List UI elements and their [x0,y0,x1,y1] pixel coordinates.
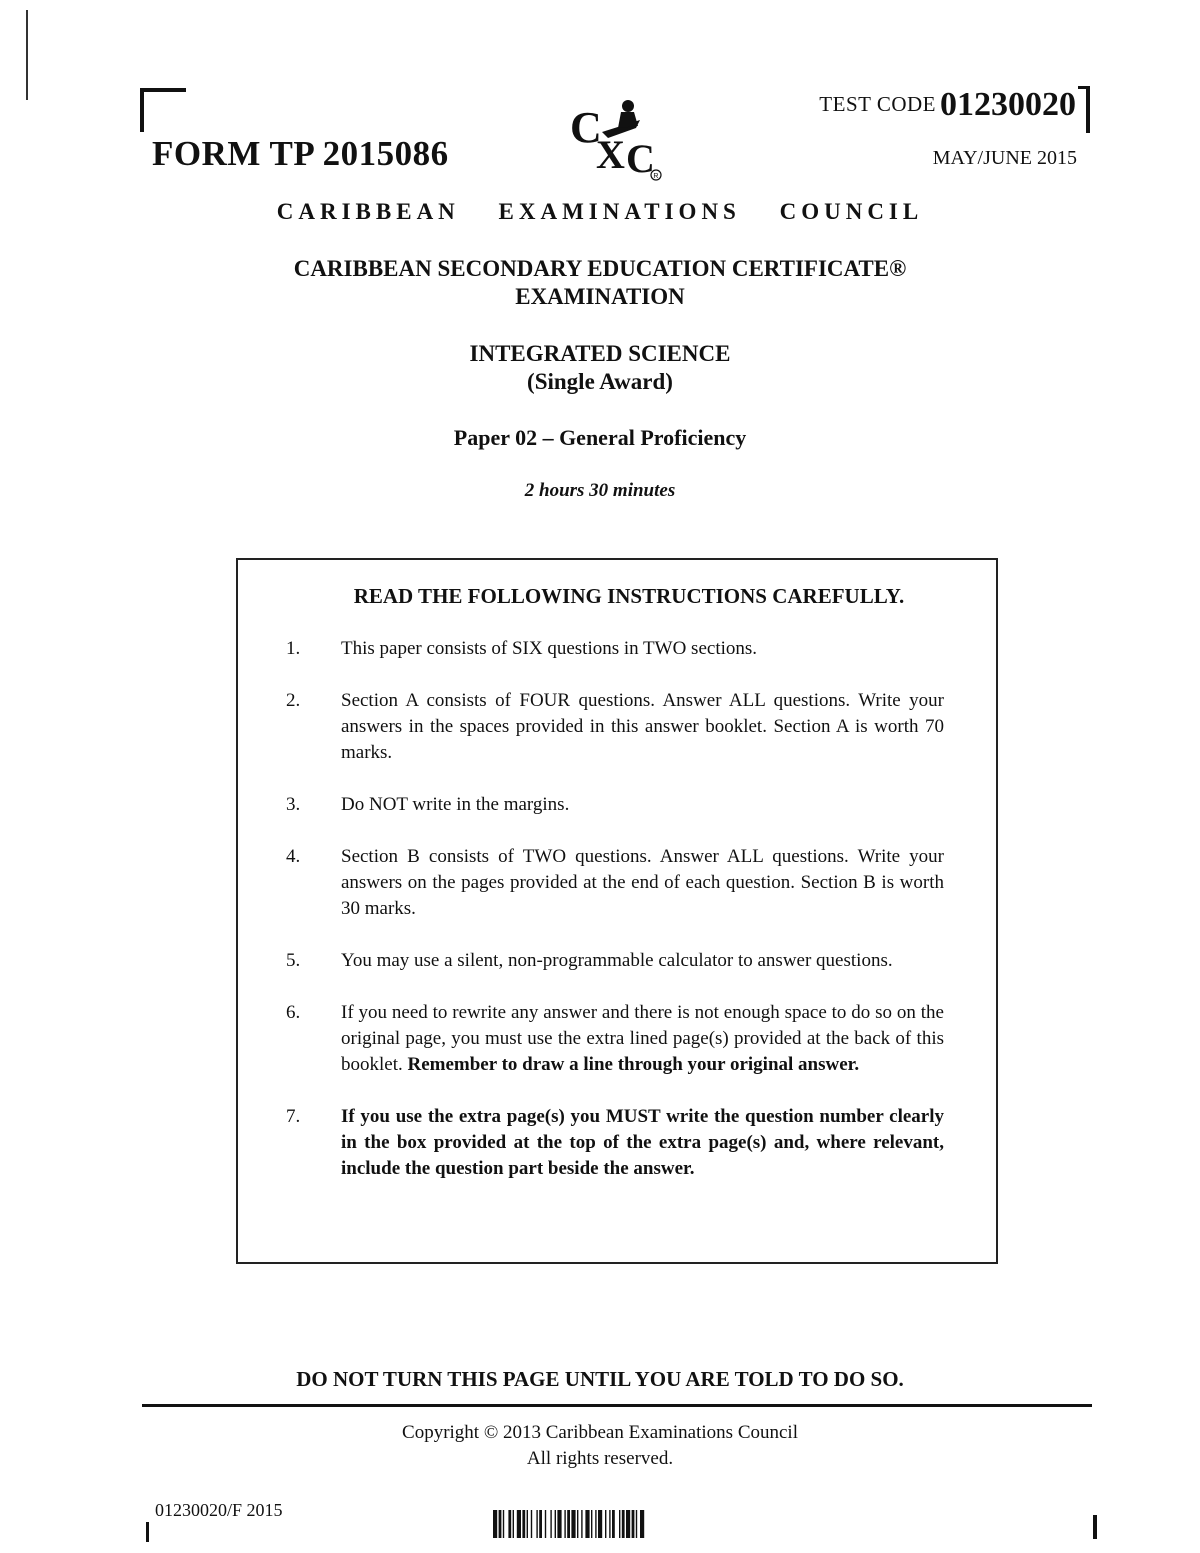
instruction-text: This paper consists of SIX questions in TWO sections. [341,638,758,659]
barcode-bar [564,1510,565,1538]
subject-name: INTEGRATED SCIENCE [469,341,731,366]
svg-text:C: C [626,136,655,181]
instruction-item [286,636,944,662]
barcode-bar [640,1510,644,1538]
right-tick-mark [1093,1515,1097,1539]
council-name: CARIBBEAN EXAMINATIONS COUNCIL [276,199,924,224]
instruction-item [286,688,944,766]
barcode-bar [598,1510,602,1538]
barcode-bar [595,1510,596,1538]
instruction-number: 6. [286,1002,301,1023]
exam-title [0,255,1200,311]
barcode-bar [539,1510,542,1538]
barcode-bar [622,1510,625,1538]
barcode-bar [550,1510,551,1538]
subject [0,340,1200,396]
cxc-logo-icon [566,98,666,182]
instructions-heading: READ THE FOLLOWING INSTRUCTIONS CAREFULLY. [353,584,905,608]
barcode-bar [605,1510,606,1538]
instruction-item [286,948,944,974]
instruction-item [286,844,944,922]
scan-edge-line [26,10,28,100]
svg-text:X: X [596,132,625,177]
paper-title: Paper 02 – General Proficiency [453,425,747,450]
instruction-item [286,792,944,818]
barcode-bar [499,1510,502,1538]
test-code-label: TEST CODE [819,92,936,116]
barcode-bar [619,1510,620,1538]
barcode-bar [609,1510,610,1538]
barcode-bar [531,1510,532,1538]
instruction-emphasis: If you use the extra page(s) you MUST write the question number clearly in the box provided at the top of the extra page(s) and, where relevant, include the question part beside the answer. [341,1106,944,1179]
exam-session: MAY/JUNE 2015 [932,147,1077,169]
barcode-bar [545,1510,546,1538]
instructions-list [286,636,944,1208]
instruction-number: 4. [286,846,301,867]
barcode-bar [626,1510,630,1538]
instruction-number: 3. [286,794,301,815]
instruction-number: 7. [286,1106,301,1127]
barcode-bar [555,1510,556,1538]
instruction-text: If you need to rewrite any answer and there is not enough space to do so on the original page, you must use the extra lined page(s) provided at the back of this booklet. Remember to draw a line through your original answer. [341,1002,944,1075]
instruction-text: Do NOT write in the margins. [341,794,570,815]
duration: 2 hours 30 minutes [524,480,676,501]
instruction-item [286,1000,944,1078]
barcode-bar [527,1510,528,1538]
instruction-number: 5. [286,950,301,971]
exam-title-line-1: CARIBBEAN SECONDARY EDUCATION CERTIFICATE® [293,256,907,281]
instruction-text: Section A consists of FOUR questions. Answer ALL questions. Write your answers in the spaces provided in this answer booklet. Section A is worth 70 marks. [341,690,944,763]
form-code: FORM TP 2015086 [152,134,449,173]
barcode-bar [571,1510,575,1538]
barcode-bar [508,1510,511,1538]
instruction-text: You may use a silent, non-programmable calculator to answer questions. [341,950,893,971]
copyright-line-1: Copyright © 2013 Caribbean Examinations Council [402,1422,798,1443]
barcode-bar [513,1510,514,1538]
exam-title-line-2: EXAMINATION [515,284,685,309]
barcode-bar [581,1510,582,1538]
corner-mark-top-left [140,88,186,132]
barcode-bar [577,1510,578,1538]
instruction-text: Section B consists of TWO questions. Answer ALL questions. Write your answers on the pages provided at the end of each question. Section B is worth 30 marks. [341,846,944,919]
divider-rule [142,1404,1092,1407]
barcode-bar [536,1510,537,1538]
test-code: 01230020 [940,86,1076,123]
barcode-bar [522,1510,525,1538]
barcode-bar [585,1510,589,1538]
footer-paper-code: 01230020/F 2015 [155,1500,283,1520]
do-not-turn-notice: DO NOT TURN THIS PAGE UNTIL YOU ARE TOLD TO DO SO. [296,1367,904,1391]
barcode-bar [557,1510,561,1538]
test-code-block [819,86,1078,124]
instruction-item [286,1104,944,1182]
svg-text:C: C [570,103,602,152]
footer-tick-mark [146,1522,149,1542]
barcode-bar [517,1510,521,1538]
instruction-number: 2. [286,690,301,711]
barcode-bar [591,1510,592,1538]
instruction-number: 1. [286,638,301,659]
corner-mark-top-right [1078,86,1090,133]
barcode-bar [632,1510,635,1538]
instructions-box [236,558,998,1264]
barcode-icon [493,1510,745,1538]
svg-text:R: R [653,173,659,180]
copyright [0,1420,1200,1472]
barcode-bar [503,1510,504,1538]
subject-award: (Single Award) [527,369,673,394]
barcode-bar [636,1510,637,1538]
instruction-text [341,1104,944,1182]
copyright-line-2: All rights reserved. [526,1448,674,1469]
instruction-emphasis: Remember to draw a line through your original answer. [407,1054,860,1075]
barcode-bar [612,1510,615,1538]
barcode-bar [567,1510,570,1538]
barcode-bar [493,1510,497,1538]
